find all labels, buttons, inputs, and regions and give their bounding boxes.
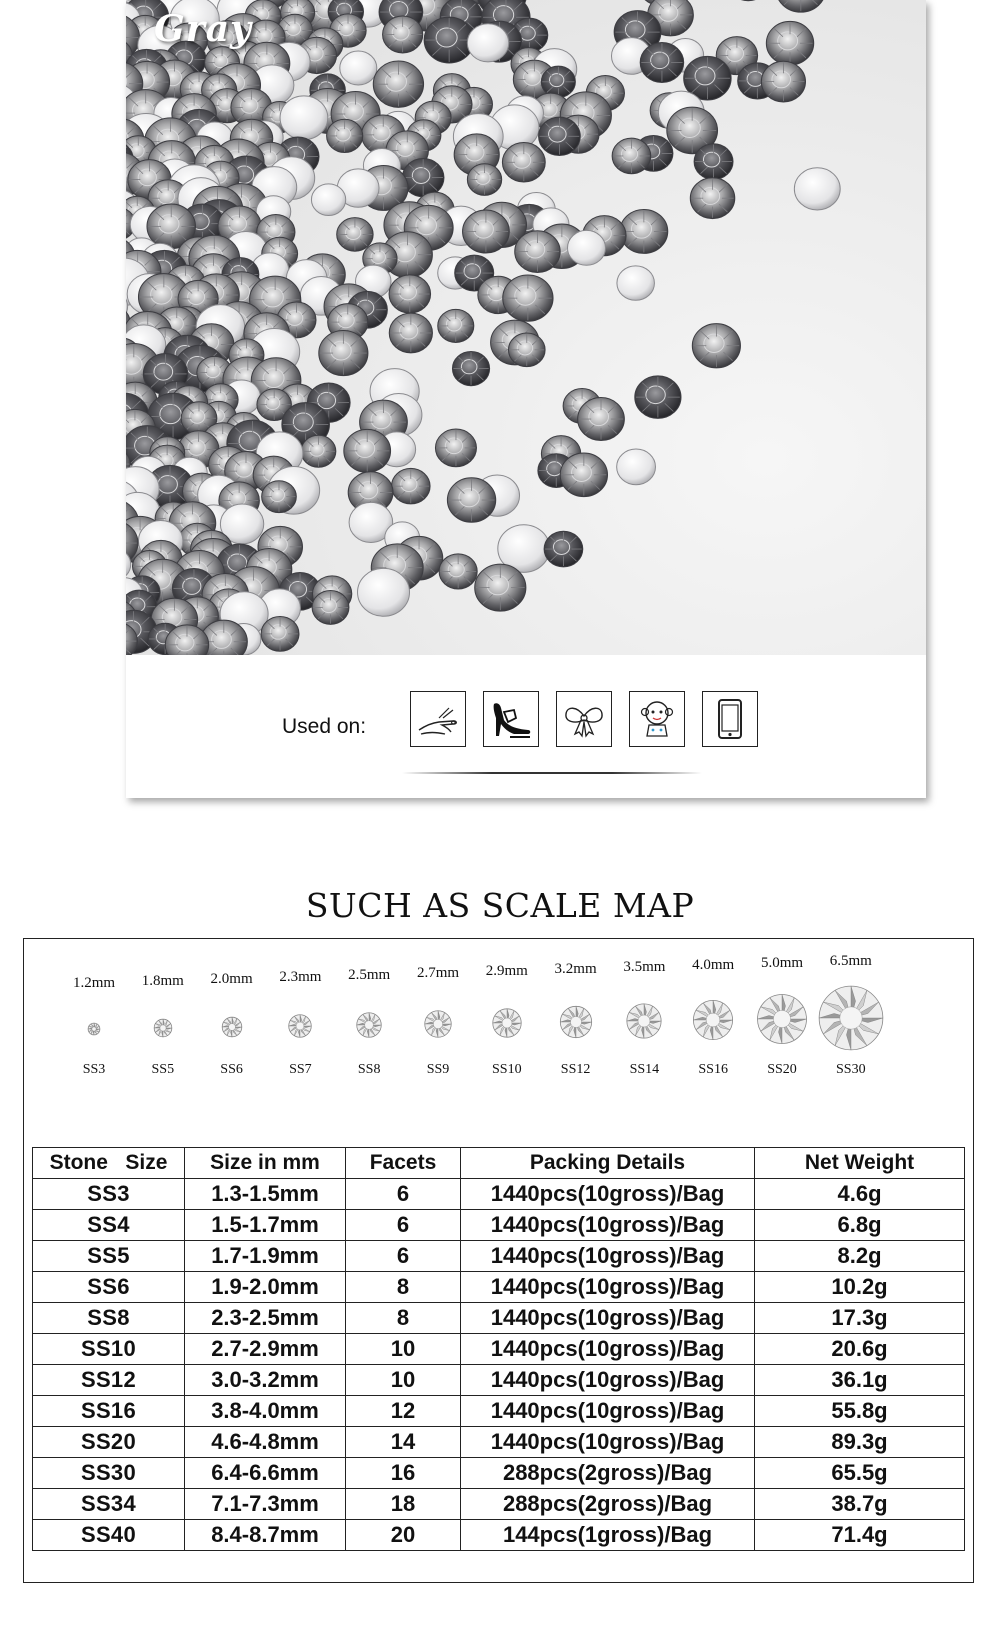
cell-net-weight: 8.2g: [755, 1241, 965, 1272]
cell-stone-size: SS3: [33, 1179, 185, 1210]
stone-ss-label: SS12: [560, 1062, 591, 1077]
stone-ss-label: SS10: [492, 1062, 522, 1077]
rhinestone-icon: [128, 990, 198, 1062]
cell-packing: 288pcs(2gross)/Bag: [461, 1489, 755, 1520]
cell-facets: 8: [346, 1303, 461, 1334]
stone-mm-label: 2.5mm: [348, 967, 391, 983]
spec-table: [32, 1147, 965, 1551]
cell-net-weight: 38.7g: [755, 1489, 965, 1520]
header-stone-size: Stone Size: [33, 1148, 185, 1179]
cell-packing: 1440pcs(10gross)/Bag: [461, 1241, 755, 1272]
stone-sample: [811, 953, 891, 1078]
stone-ss-label: SS30: [836, 1062, 866, 1077]
cell-net-weight: 89.3g: [755, 1427, 965, 1458]
cell-stone-size: SS34: [33, 1489, 185, 1520]
rhinestone-icon: [59, 992, 129, 1062]
phone-case-icon: [702, 691, 758, 747]
usage-icons: [410, 691, 758, 747]
header-size-mm: Size in mm: [185, 1148, 346, 1179]
header-net-weight: Net Weight: [755, 1148, 965, 1179]
product-photo: [126, 0, 926, 655]
usage-divider: [402, 772, 702, 774]
cell-size-mm: 1.9-2.0mm: [185, 1272, 346, 1303]
cell-packing: 1440pcs(10gross)/Bag: [461, 1179, 755, 1210]
scale-map-box: [23, 938, 974, 1583]
cell-net-weight: 6.8g: [755, 1210, 965, 1241]
stone-ss-label: SS14: [629, 1062, 660, 1077]
rhinestone-icon: [609, 976, 679, 1062]
cell-stone-size: SS20: [33, 1427, 185, 1458]
table-row: [33, 1365, 965, 1396]
cell-net-weight: 55.8g: [755, 1396, 965, 1427]
cell-facets: 6: [346, 1241, 461, 1272]
cell-size-mm: 8.4-8.7mm: [185, 1520, 346, 1551]
cell-facets: 10: [346, 1334, 461, 1365]
rhinestone-icon: [747, 972, 817, 1062]
cell-stone-size: SS8: [33, 1303, 185, 1334]
cell-net-weight: 71.4g: [755, 1520, 965, 1551]
cell-size-mm: 3.8-4.0mm: [185, 1396, 346, 1427]
cell-size-mm: 3.0-3.2mm: [185, 1365, 346, 1396]
cell-facets: 20: [346, 1520, 461, 1551]
used-on-label: Used on:: [282, 715, 367, 738]
cell-facets: 10: [346, 1365, 461, 1396]
cell-packing: 1440pcs(10gross)/Bag: [461, 1272, 755, 1303]
rhinestone-pile-image: [126, 0, 926, 655]
cell-size-mm: 7.1-7.3mm: [185, 1489, 346, 1520]
stone-mm-label: 2.3mm: [279, 969, 322, 985]
stone-mm-label: 2.7mm: [416, 965, 460, 981]
cell-facets: 12: [346, 1396, 461, 1427]
table-row: [33, 1520, 965, 1551]
rhinestone-icon: [541, 978, 611, 1062]
stone-mm-label: 3.5mm: [623, 959, 666, 975]
cell-size-mm: 6.4-6.6mm: [185, 1458, 346, 1489]
cell-packing: 1440pcs(10gross)/Bag: [461, 1365, 755, 1396]
table-row: [33, 1241, 965, 1272]
cell-facets: 6: [346, 1179, 461, 1210]
cell-net-weight: 65.5g: [755, 1458, 965, 1489]
rhinestone-icon: [678, 974, 748, 1062]
stone-mm-label: 1.2mm: [72, 975, 116, 991]
cell-facets: 6: [346, 1210, 461, 1241]
cell-stone-size: SS40: [33, 1520, 185, 1551]
cell-size-mm: 1.3-1.5mm: [185, 1179, 346, 1210]
cell-packing: 1440pcs(10gross)/Bag: [461, 1210, 755, 1241]
table-row: [33, 1458, 965, 1489]
cell-net-weight: 17.3g: [755, 1303, 965, 1334]
bow-icon: [556, 691, 612, 747]
stone-ss-label: SS16: [698, 1062, 728, 1077]
rhinestone-icon: [816, 970, 886, 1062]
high-heel-shoe-icon: [483, 691, 539, 747]
cell-packing: 1440pcs(10gross)/Bag: [461, 1427, 755, 1458]
stone-ss-label: SS3: [82, 1062, 106, 1077]
stone-ss-label: SS7: [289, 1062, 312, 1077]
header-packing-details: Packing Details: [461, 1148, 755, 1179]
stone-size-row: [24, 939, 975, 1144]
table-row: [33, 1179, 965, 1210]
cell-net-weight: 20.6g: [755, 1334, 965, 1365]
cell-packing: 288pcs(2gross)/Bag: [461, 1458, 755, 1489]
table-row: [33, 1334, 965, 1365]
cell-stone-size: SS16: [33, 1396, 185, 1427]
table-row: [33, 1489, 965, 1520]
cell-stone-size: SS10: [33, 1334, 185, 1365]
stone-mm-label: 4.0mm: [692, 957, 735, 973]
cell-facets: 18: [346, 1489, 461, 1520]
scale-map-title: SUCH AS SCALE MAP: [305, 886, 695, 925]
cell-size-mm: 2.7-2.9mm: [185, 1334, 346, 1365]
cell-facets: 14: [346, 1427, 461, 1458]
nail-hand-icon: [410, 691, 466, 747]
stone-ss-label: SS5: [151, 1062, 175, 1077]
stone-ss-label: SS8: [357, 1062, 381, 1077]
table-row: [33, 1396, 965, 1427]
table-row: [33, 1427, 965, 1458]
rhinestone-icon: [403, 982, 473, 1062]
cell-size-mm: 4.6-4.8mm: [185, 1427, 346, 1458]
cell-stone-size: SS12: [33, 1365, 185, 1396]
stone-ss-label: SS6: [220, 1062, 243, 1077]
cell-packing: 1440pcs(10gross)/Bag: [461, 1334, 755, 1365]
rhinestone-icon: [265, 986, 335, 1062]
product-card: [126, 0, 926, 798]
cell-size-mm: 2.3-2.5mm: [185, 1303, 346, 1334]
rhinestone-icon: [197, 988, 267, 1062]
cell-size-mm: 1.5-1.7mm: [185, 1210, 346, 1241]
stone-ss-label: SS20: [767, 1062, 797, 1077]
cell-facets: 16: [346, 1458, 461, 1489]
cell-stone-size: SS5: [33, 1241, 185, 1272]
cell-net-weight: 4.6g: [755, 1179, 965, 1210]
doll-icon: [629, 691, 685, 747]
stone-mm-label: 2.0mm: [210, 971, 253, 987]
cell-facets: 8: [346, 1272, 461, 1303]
cell-packing: 1440pcs(10gross)/Bag: [461, 1303, 755, 1334]
cell-packing: 144pcs(1gross)/Bag: [461, 1520, 755, 1551]
cell-net-weight: 36.1g: [755, 1365, 965, 1396]
stone-ss-label: SS9: [426, 1062, 450, 1077]
table-row: [33, 1272, 965, 1303]
rhinestone-icon: [472, 980, 542, 1062]
cell-size-mm: 1.7-1.9mm: [185, 1241, 346, 1272]
table-row: [33, 1210, 965, 1241]
cell-net-weight: 10.2g: [755, 1272, 965, 1303]
cell-packing: 1440pcs(10gross)/Bag: [461, 1396, 755, 1427]
spec-table-header: [33, 1148, 965, 1179]
stone-mm-label: 3.2mm: [554, 961, 597, 977]
cell-stone-size: SS4: [33, 1210, 185, 1241]
rhinestone-icon: [334, 984, 404, 1062]
usage-section: [126, 655, 926, 798]
cell-stone-size: SS30: [33, 1458, 185, 1489]
cell-stone-size: SS6: [33, 1272, 185, 1303]
table-row: [33, 1303, 965, 1334]
header-facets: Facets: [346, 1148, 461, 1179]
stone-mm-label: 2.9mm: [485, 963, 528, 979]
stone-mm-label: 5.0mm: [760, 955, 804, 971]
stone-mm-label: 1.8mm: [141, 973, 184, 989]
color-label: Gray: [154, 8, 252, 50]
stone-mm-label: 6.5mm: [829, 953, 872, 969]
